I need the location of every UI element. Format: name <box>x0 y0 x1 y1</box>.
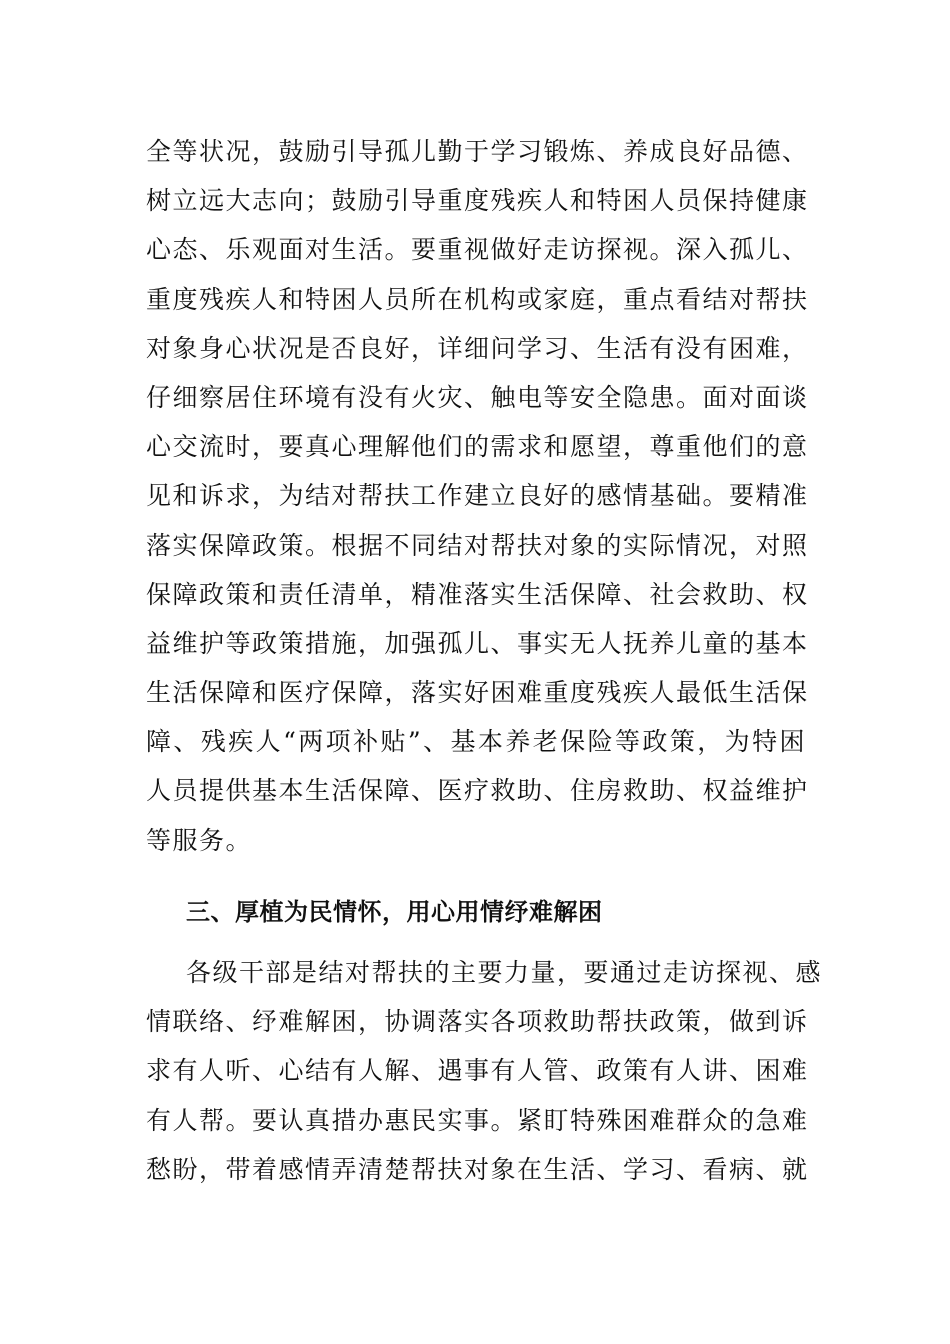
paragraph-line: 树立远大志向；鼓励引导重度残疾人和特困人员保持健康 <box>146 186 809 216</box>
paragraph-line: 人员提供基本生活保障、医疗救助、住房救助、权益维护 <box>146 776 809 806</box>
paragraph-line: 生活保障和医疗保障，落实好困难重度残疾人最低生活保 <box>146 678 809 708</box>
paragraph-line: 等服务。 <box>146 825 253 855</box>
paragraph-line: 落实保障政策。根据不同结对帮扶对象的实际情况，对照 <box>146 530 809 560</box>
paragraph-line: 求有人听、心结有人解、遇事有人管、政策有人讲、困难 <box>146 1056 809 1086</box>
paragraph-line: 保障政策和责任清单，精准落实生活保障、社会救助、权 <box>146 579 809 609</box>
paragraph-line: 各级干部是结对帮扶的主要力量，要通过走访探视、感 <box>186 958 823 987</box>
section-heading: 三、厚植为民情怀，用心用情纾难解困 <box>186 898 603 926</box>
paragraph-line: 见和诉求，为结对帮扶工作建立良好的感情基础。要精准 <box>146 481 809 511</box>
paragraph-line: 对象身心状况是否良好，详细问学习、生活有没有困难， <box>146 333 809 363</box>
paragraph-line: 心态、乐观面对生活。要重视做好走访探视。深入孤儿、 <box>146 235 809 265</box>
paragraph-line: 有人帮。要认真措办惠民实事。紧盯特殊困难群众的急难 <box>146 1105 809 1135</box>
paragraph-line: 情联络、纾难解困，协调落实各项救助帮扶政策，做到诉 <box>146 1007 809 1037</box>
paragraph-line: 重度残疾人和特困人员所在机构或家庭，重点看结对帮扶 <box>146 284 809 314</box>
paragraph-line: 愁盼，带着感情弄清楚帮扶对象在生活、学习、看病、就 <box>146 1154 809 1184</box>
body-paragraph-2 <box>146 948 823 1194</box>
paragraph-line: 仔细察居住环境有没有火灾、触电等安全隐患。面对面谈 <box>146 382 809 412</box>
paragraph-line: 心交流时，要真心理解他们的需求和愿望，尊重他们的意 <box>146 432 809 462</box>
paragraph-line: 益维护等政策措施，加强孤儿、事实无人抚养儿童的基本 <box>146 628 809 658</box>
paragraph-line: 全等状况，鼓励引导孤儿勤于学习锻炼、养成良好品德、 <box>146 137 809 166</box>
paragraph-line: 障、残疾人“两项补贴”、基本养老保险等政策，为特困 <box>146 727 806 757</box>
body-paragraph-1 <box>146 127 809 865</box>
